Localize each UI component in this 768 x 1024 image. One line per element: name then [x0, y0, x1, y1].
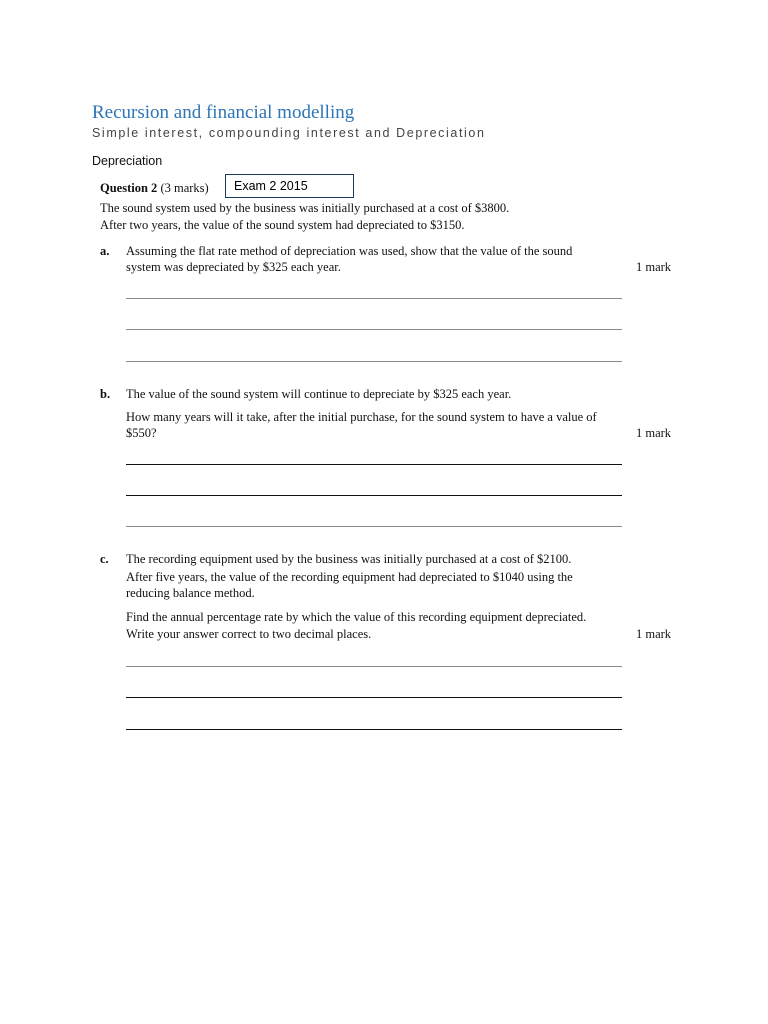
question-title: [100, 181, 209, 196]
page-subtitle: Simple interest, compounding interest and Depreciation: [92, 126, 486, 140]
part-c-line-4: Find the annual percentage rate by which the value of this recording equipment depreciated.: [126, 610, 587, 624]
answer-line-a1: [126, 298, 622, 299]
part-c-line-1: The recording equipment used by the business was initially purchased at a cost of $2100.: [126, 552, 572, 566]
answer-line-a3: [126, 361, 622, 362]
part-c-line-2: After five years, the value of the recording equipment had depreciated to $1040 using the: [126, 570, 573, 584]
question-label: Question 2: [100, 181, 158, 195]
part-b-line-2: How many years will it take, after the initial purchase, for the sound system to have a value of: [126, 410, 597, 424]
part-c-line-5: Write your answer correct to two decimal places.: [126, 627, 372, 641]
answer-line-b2: [126, 495, 622, 496]
part-b-line-1: The value of the sound system will continue to depreciate by $325 each year.: [126, 387, 512, 401]
answer-line-c3: [126, 729, 622, 730]
exam-tag-box: Exam 2 2015: [225, 174, 354, 198]
answer-line-b1: [126, 464, 622, 465]
answer-line-c2: [126, 697, 622, 698]
answer-line-b3: [126, 526, 622, 527]
section-heading: Depreciation: [92, 154, 163, 168]
part-c-mark: 1 mark: [636, 627, 672, 641]
part-c-line-3: reducing balance method.: [126, 586, 255, 600]
part-b-line-3: $550?: [126, 426, 157, 440]
part-a-mark: 1 mark: [636, 260, 672, 274]
question-intro-line-1: The sound system used by the business was initially purchased at a cost of $3800.: [100, 201, 510, 215]
question-intro-line-2: After two years, the value of the sound system had depreciated to $3150.: [100, 218, 465, 232]
answer-line-a2: [126, 329, 622, 330]
part-b-letter: b.: [100, 387, 111, 401]
page-title: Recursion and financial modelling: [92, 102, 355, 123]
question-marks: (3 marks): [160, 181, 209, 195]
part-a-letter: a.: [100, 244, 110, 258]
part-a-line-2: system was depreciated by $325 each year.: [126, 260, 341, 274]
part-b-mark: 1 mark: [636, 426, 672, 440]
part-a-line-1: Assuming the flat rate method of depreciation was used, show that the value of the sound: [126, 244, 573, 258]
answer-line-c1: [126, 666, 622, 667]
part-c-letter: c.: [100, 552, 109, 566]
